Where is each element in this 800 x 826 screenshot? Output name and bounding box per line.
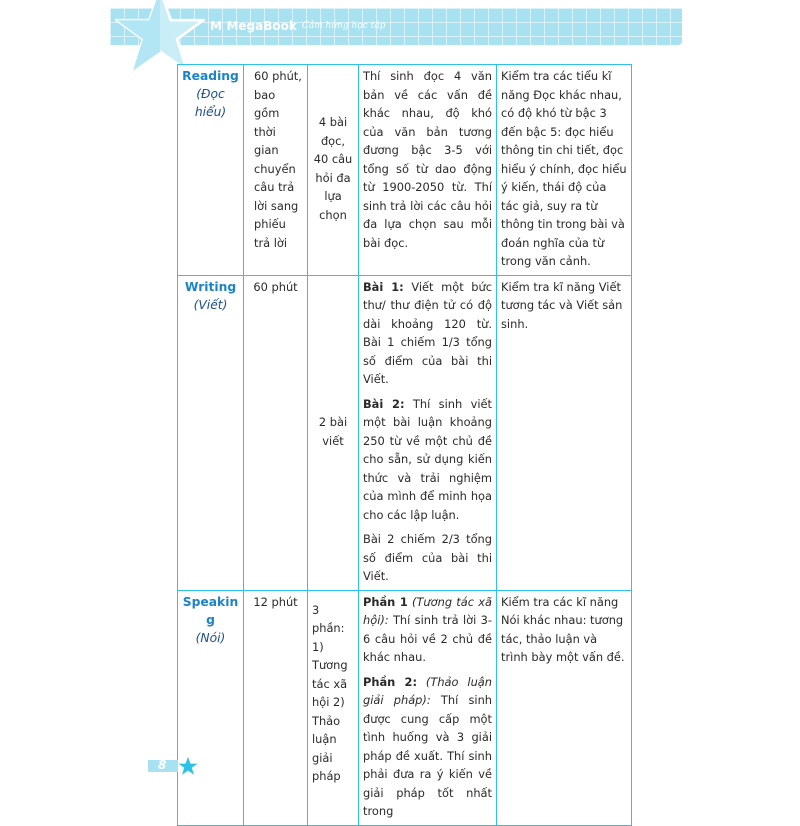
part-label: Bài 2: <box>363 396 405 411</box>
star-icon <box>178 756 198 776</box>
table-row <box>178 275 632 590</box>
brand-logo-icon: M <box>210 19 222 33</box>
description-paragraph <box>363 395 492 525</box>
skill-name-vi: (Nói) <box>195 630 226 645</box>
count-cell: 3 phần: 1) Tương tác xã hội 2) Thảo luận giải pháp <box>308 590 359 825</box>
part-subtitle: (Thảo luận giải pháp): <box>363 674 492 707</box>
page-number: 8 <box>158 758 167 772</box>
brand-name: MegaBook <box>226 19 297 33</box>
description-text: Thí sinh trả lời 3-6 câu hỏi về 2 chủ đề khác nhau. <box>363 613 492 664</box>
description-text: Bài 2 chiếm 2/3 tổng số điểm của bài thi Viết. <box>363 532 492 583</box>
brand <box>210 19 385 33</box>
brand-tagline: Cảm hứng học tập <box>301 21 386 31</box>
purpose-cell: Kiểm tra kĩ năng Viết tương tác và Viết sản sinh. <box>497 275 632 590</box>
description-text: Thí sinh được cung cấp một tình huống và 3 giải pháp đề xuất. Thí sinh phải đưa ra ý kiến về giải pháp tốt nhất trong <box>363 693 493 818</box>
purpose-cell: Kiểm tra các tiểu kĩ năng Đọc khác nhau, có độ khó từ bậc 3 đến bậc 5: đọc hiểu thông tin chi tiết, đọc hiểu ý chính, đọc hiểu ý kiến, thái độ của tác giả, suy ra từ thông tin trong bài và đoán nghĩa của từ trong văn cảnh. <box>497 65 632 276</box>
skill-name-vi: (Viết) <box>193 297 228 312</box>
skill-cell <box>178 275 244 590</box>
time-cell: 60 phút, bao gồm thời gian chuyển câu trả lời sang phiếu trả lời <box>244 65 308 276</box>
table-row <box>178 65 632 276</box>
skill-name: Reading <box>182 69 239 83</box>
table-row <box>178 590 632 825</box>
description-cell <box>359 275 497 590</box>
description-text: Thí sinh đọc 4 văn bản về các vấn đề khác nhau, độ khó của văn bản tương đương bậc 3-5 với tổng số từ dao động từ 1900-2050 từ. Thí sinh trả lời các câu hỏi đa lựa chọn sau mỗi bài đọc. <box>363 69 492 250</box>
description-cell <box>359 65 497 276</box>
part-label: Bài 1: <box>363 279 404 294</box>
exam-structure-table <box>177 64 632 826</box>
count-cell: 4 bài đọc, 40 câu hỏi đa lựa chọn <box>308 65 359 276</box>
part-subtitle: (Tương tác xã hội): <box>363 594 492 627</box>
skill-name-vi: (Đọc hiểu) <box>194 87 227 119</box>
skill-name: Writing <box>184 279 237 294</box>
count-cell: 2 bài viết <box>308 275 359 590</box>
part-label: Phần 2: <box>363 674 417 689</box>
time-cell: 60 phút <box>244 275 308 590</box>
part-label: Phần 1 <box>363 594 408 609</box>
description-text: Thí sinh viết một bài luận khoảng 250 từ về một chủ đề cho sẵn, sử dụng kiến thức và trải nghiệm của mình để minh họa cho các lập luận. <box>363 396 492 522</box>
skill-name: Speaking <box>182 594 239 627</box>
description-paragraph <box>363 278 492 389</box>
time-cell: 12 phút <box>244 590 308 825</box>
description-paragraph <box>363 673 492 821</box>
description-paragraph <box>363 593 492 667</box>
skill-cell <box>178 65 244 276</box>
description-cell <box>359 590 497 825</box>
description-text: Viết một bức thư/ thư điện tử có độ dài khoảng 120 từ. Bài 1 chiếm 1/3 tổng số điểm của bài thi Viết. <box>363 279 492 386</box>
purpose-cell: Kiểm tra các kĩ năng Nói khác nhau: tương tác, thảo luận và trình bày một vấn đề. <box>497 590 632 825</box>
skill-cell <box>178 590 244 825</box>
